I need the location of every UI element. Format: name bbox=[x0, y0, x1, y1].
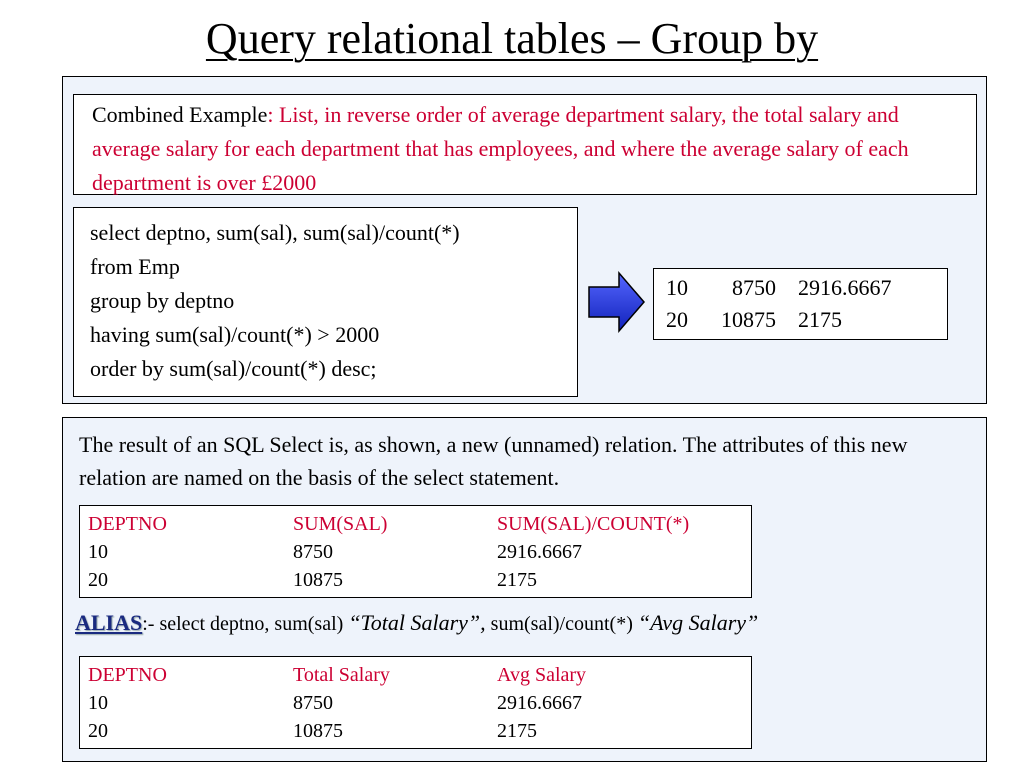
description-prefix: Combined Example bbox=[92, 102, 268, 127]
table-cell: 2175 bbox=[497, 569, 537, 591]
table-cell: 10875 bbox=[293, 720, 343, 742]
result-cell: 10 bbox=[666, 275, 688, 300]
sql-code-box bbox=[73, 207, 578, 397]
page-title: Query relational tables – Group by bbox=[205, 14, 819, 63]
result-cell: 10875 bbox=[721, 307, 776, 332]
table-header: Avg Salary bbox=[497, 664, 587, 686]
table-row bbox=[88, 689, 751, 717]
explanation-panel bbox=[62, 417, 987, 762]
description-colon: : bbox=[267, 102, 274, 127]
table-row bbox=[88, 717, 751, 745]
sql-line: order by sum(sal)/count(*) desc; bbox=[90, 356, 377, 381]
sql-line: from Emp bbox=[90, 254, 180, 279]
alias-sql-part1: select deptno, sum(sal) bbox=[159, 613, 349, 635]
explanation-text: The result of an SQL Select is, as shown, a new (unnamed) relation. The attributes of this new relation are named on the basis of the select statement. bbox=[79, 432, 908, 490]
sql-line: having sum(sal)/count(*) > 2000 bbox=[90, 322, 380, 347]
arrow-right-icon bbox=[587, 271, 647, 333]
description-box bbox=[73, 94, 977, 195]
sql-line: group by deptno bbox=[90, 288, 235, 313]
alias-label-avg: “Avg Salary” bbox=[637, 610, 759, 635]
table-cell: 2916.6667 bbox=[497, 692, 582, 714]
result-cell: 2175 bbox=[798, 307, 842, 332]
table-row bbox=[88, 538, 751, 566]
alias-label-total: “Total Salary”, bbox=[348, 610, 486, 635]
alias-keyword: ALIAS bbox=[75, 610, 143, 635]
table-cell: 20 bbox=[88, 720, 108, 742]
result-row bbox=[666, 304, 947, 336]
table-header: SUM(SAL)/COUNT(*) bbox=[497, 513, 690, 535]
table-cell: 20 bbox=[88, 569, 108, 591]
table-cell: 10 bbox=[88, 692, 108, 714]
table-row bbox=[88, 566, 751, 594]
alias-separator: :- bbox=[142, 613, 160, 635]
table-header: DEPTNO bbox=[88, 513, 167, 535]
table-cell: 2175 bbox=[497, 720, 537, 742]
description-text: List, in reverse order of average department salary, the total salary and average salary for each department that has employees, and where the average salary of each department is over £2000 bbox=[92, 102, 909, 195]
alias-line bbox=[75, 605, 758, 642]
table-header-row bbox=[88, 510, 751, 538]
result-cell: 8750 bbox=[732, 275, 776, 300]
result-table-default-names bbox=[79, 505, 752, 598]
table-header-row bbox=[88, 661, 751, 689]
table-header: Total Salary bbox=[293, 664, 390, 686]
table-cell: 8750 bbox=[293, 692, 333, 714]
alias-sql-part2: sum(sal)/count(*) bbox=[485, 613, 638, 635]
table-header: SUM(SAL) bbox=[293, 513, 388, 535]
query-result-box bbox=[653, 268, 948, 340]
query-panel bbox=[62, 76, 987, 404]
table-cell: 10 bbox=[88, 541, 108, 563]
table-cell: 2916.6667 bbox=[497, 541, 582, 563]
table-cell: 8750 bbox=[293, 541, 333, 563]
result-cell: 2916.6667 bbox=[798, 275, 892, 300]
result-table-aliased bbox=[79, 656, 752, 749]
sql-line: select deptno, sum(sal), sum(sal)/count(*) bbox=[90, 220, 460, 245]
table-header: DEPTNO bbox=[88, 664, 167, 686]
table-cell: 10875 bbox=[293, 569, 343, 591]
result-row bbox=[666, 272, 947, 304]
result-cell: 20 bbox=[666, 307, 688, 332]
